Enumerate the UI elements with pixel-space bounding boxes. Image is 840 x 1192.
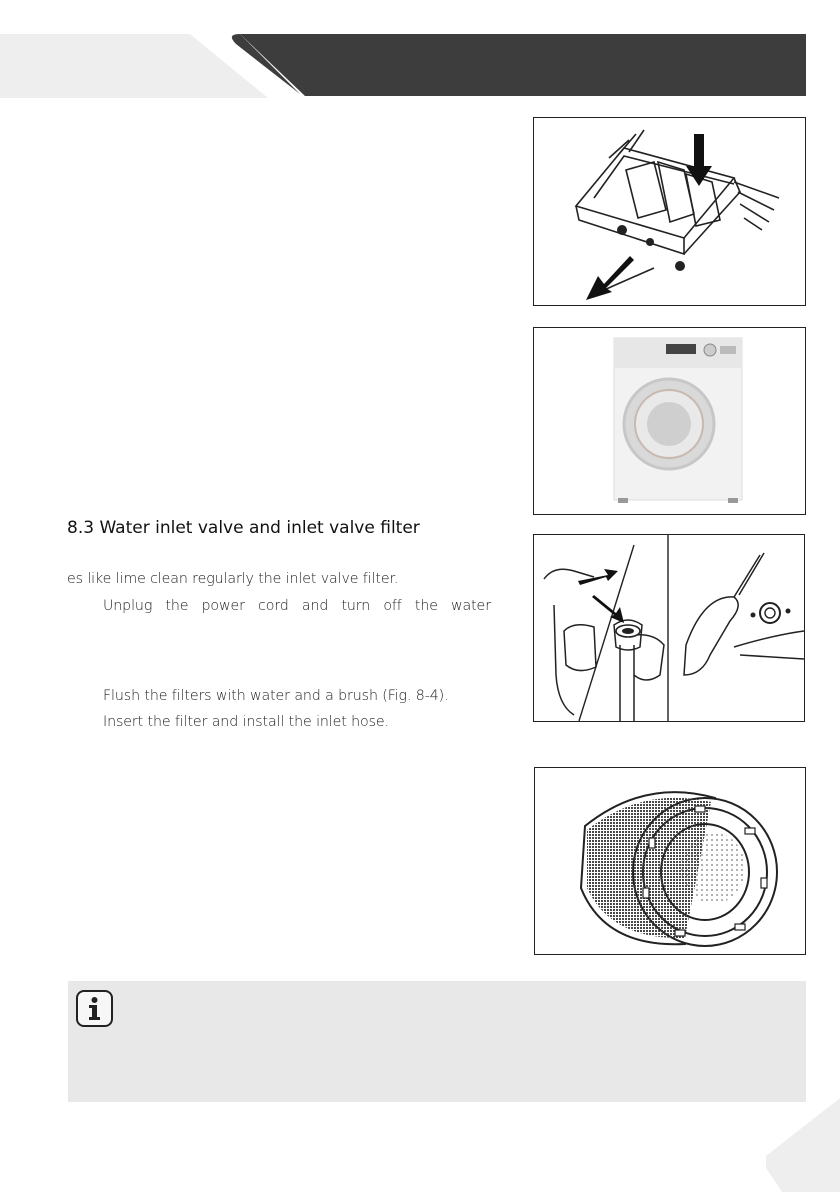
figure-detergent-drawer — [533, 117, 806, 306]
figure-washing-machine — [533, 327, 806, 515]
word: and — [301, 598, 329, 614]
body-text-line-4: Insert the filter and install the inlet hose. — [103, 714, 389, 730]
body-text-line-2 — [103, 598, 491, 614]
word: the — [414, 598, 438, 614]
figure-washing-drum — [534, 767, 806, 955]
word: cord — [258, 598, 289, 614]
note-box — [68, 981, 806, 1102]
info-icon — [76, 990, 113, 1027]
page-corner-decoration — [760, 1090, 840, 1192]
figure-inlet-filter-cleaning — [533, 534, 805, 722]
word: power — [201, 598, 245, 614]
word: Unplug — [103, 598, 153, 614]
word: off — [383, 598, 402, 614]
header-light-tab — [0, 0, 840, 110]
word: the — [165, 598, 189, 614]
word: turn — [341, 598, 371, 614]
word: water — [451, 598, 491, 614]
section-heading: 8.3 Water inlet valve and inlet valve filter — [67, 518, 420, 538]
body-text-line-3: Flush the filters with water and a brush (Fig. 8-4). — [103, 688, 449, 704]
body-text-line-1: es like lime clean regularly the inlet valve filter. — [67, 571, 399, 587]
